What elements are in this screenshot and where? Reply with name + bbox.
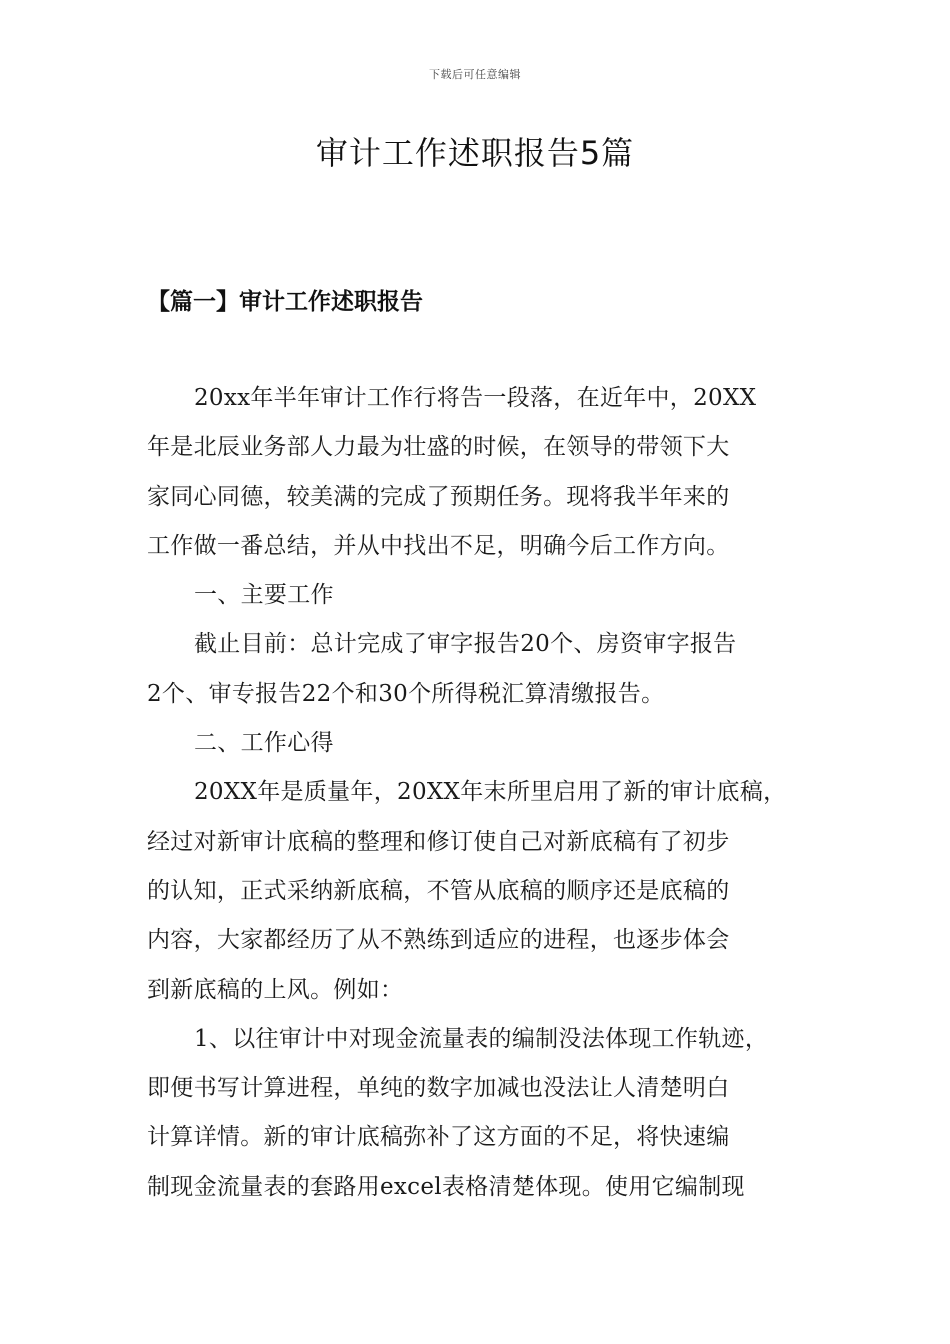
- text-line: 家同心同德，较美满的完成了预期任务。现将我半年来的: [147, 483, 730, 510]
- document-title: 审计工作述职报告5篇: [315, 134, 635, 172]
- text-line: 2个、审专报告22个和30个所得税汇算清缴报告。: [147, 680, 665, 707]
- text-line: 1、以往审计中对现金流量表的编制没法体现工作轨迹，: [194, 1025, 769, 1052]
- section-heading: 【篇一】审计工作述职报告: [147, 288, 423, 315]
- text-line: 一、主要工作: [194, 582, 334, 609]
- text-line: 内容，大家都经历了从不熟练到适应的进程，也逐步体会: [147, 927, 730, 954]
- text-line: 制现金流量表的套路用excel表格清楚体现。使用它编制现: [147, 1173, 745, 1200]
- text-line: 20xx年半年审计工作行将告一段落，在近年中，20XX: [194, 385, 757, 411]
- header-note: 下载后可任意编辑: [429, 68, 521, 81]
- text-line: 经过对新审计底稿的整理和修订使自己对新底稿有了初步: [147, 828, 730, 855]
- text-line: 到新底稿的上风。例如：: [147, 976, 404, 1003]
- text-line: 的认知，正式采纳新底稿，不管从底稿的顺序还是底稿的: [147, 877, 730, 904]
- text-line: 二、工作心得: [194, 730, 334, 757]
- text-line: 截止目前：总计完成了审字报告20个、房资审字报告: [194, 631, 737, 658]
- text-line: 即便书写计算进程，单纯的数字加减也没法让人清楚明白: [147, 1075, 730, 1102]
- text-line: 工作做一番总结，并从中找出不足，明确今后工作方向。: [147, 532, 730, 559]
- text-line: 年是北辰业务部人力最为壮盛的时候，在领导的带领下大: [147, 434, 730, 461]
- body-text: [147, 374, 807, 1212]
- text-line: 20XX年是质量年，20XX年末所里启用了新的审计底稿，: [194, 779, 787, 806]
- text-line: 计算详情。新的审计底稿弥补了这方面的不足，将快速编: [147, 1124, 730, 1151]
